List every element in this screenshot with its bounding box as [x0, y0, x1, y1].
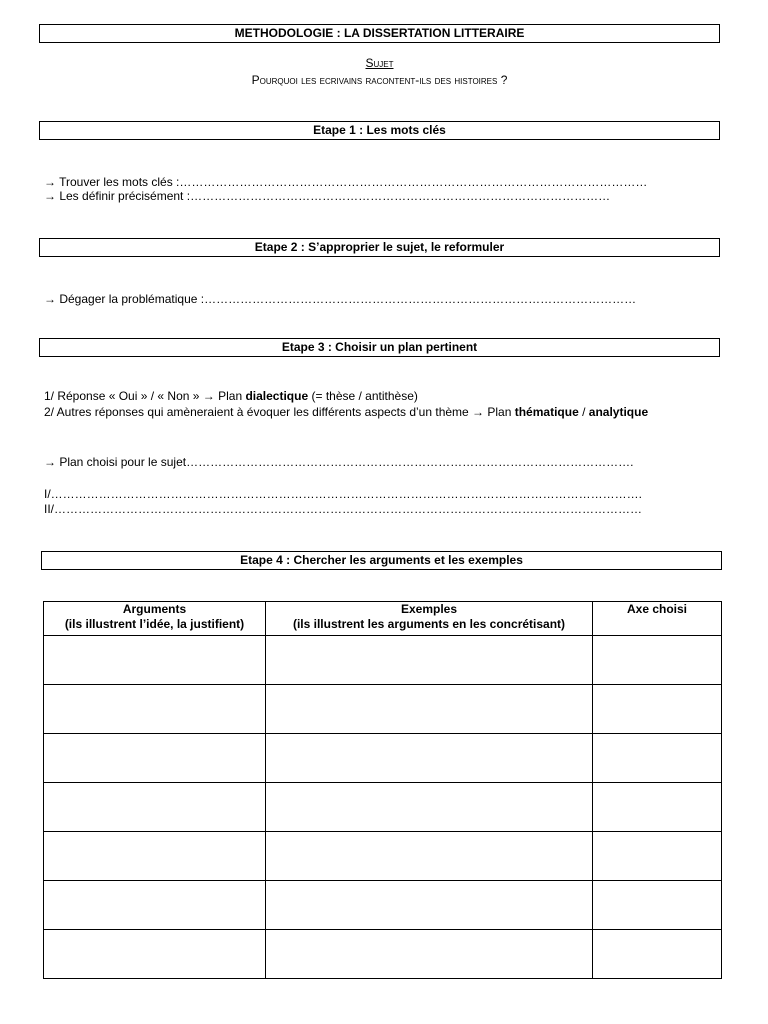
- exemple-cell[interactable]: [266, 930, 593, 979]
- argument-cell[interactable]: [44, 881, 266, 930]
- etape1-definitions-line: → Les définir précisément :……………………………………………………………………………………………: [44, 189, 611, 203]
- column-header-exemples: [266, 602, 593, 636]
- etape1-header: Etape 1 : Les mots clés: [39, 121, 720, 140]
- axe-cell[interactable]: [593, 734, 722, 783]
- arguments-table: [43, 601, 722, 979]
- document-title: METHODOLOGIE : LA DISSERTATION LITTERAIRE: [39, 24, 720, 43]
- axe-cell[interactable]: [593, 685, 722, 734]
- etape3-plan-line: → Plan choisi pour le sujet………………………………………………………………………………………………….: [44, 455, 634, 469]
- table-row: [44, 685, 722, 734]
- table-body: [44, 636, 722, 979]
- column-header-axe-choisi: [593, 602, 722, 636]
- etape3-part2-line: II/…………………………………………………………………………………………………………………………………: [44, 502, 643, 516]
- exemple-cell[interactable]: [266, 783, 593, 832]
- etape3-header: Etape 3 : Choisir un plan pertinent: [39, 338, 720, 357]
- sujet-question: Pourquoi les ecrivains racontent-ils des histoires ?: [251, 73, 508, 87]
- exemple-cell[interactable]: [266, 832, 593, 881]
- table-row: [44, 636, 722, 685]
- table-row: [44, 832, 722, 881]
- argument-cell[interactable]: [44, 734, 266, 783]
- exemple-cell[interactable]: [266, 636, 593, 685]
- table-header-row: [44, 602, 722, 636]
- etape4-header: Etape 4 : Chercher les arguments et les exemples: [41, 551, 722, 570]
- axe-cell[interactable]: [593, 636, 722, 685]
- argument-cell[interactable]: [44, 636, 266, 685]
- table-row: [44, 881, 722, 930]
- exemple-cell[interactable]: [266, 881, 593, 930]
- table-row: [44, 734, 722, 783]
- etape3-item1: 1/ Réponse « Oui » / « Non » → Plan dialectique (= thèse / antithèse): [44, 389, 418, 403]
- etape3-item2: 2/ Autres réponses qui amèneraient à évoquer les différents aspects d’un thème → Plan thématique / analytique: [44, 405, 649, 419]
- table-row: [44, 783, 722, 832]
- etape1-keywords-line: → Trouver les mots clés :………………………………………………………………………………………………………: [44, 175, 648, 189]
- column-title: Arguments: [122, 602, 187, 616]
- column-title: Axe choisi: [626, 602, 688, 616]
- argument-cell[interactable]: [44, 930, 266, 979]
- argument-cell[interactable]: [44, 832, 266, 881]
- table-row: [44, 930, 722, 979]
- sujet-label: Sujet: [365, 56, 394, 70]
- argument-cell[interactable]: [44, 783, 266, 832]
- axe-cell[interactable]: [593, 832, 722, 881]
- argument-cell[interactable]: [44, 685, 266, 734]
- column-subtitle: (ils illustrent l’idée, la justifient): [64, 617, 245, 631]
- column-subtitle: (ils illustrent les arguments en les concrétisant): [292, 617, 566, 631]
- etape3-part1-line: I/………………………………………………………………………………………………………………………………….: [44, 487, 643, 501]
- axe-cell[interactable]: [593, 881, 722, 930]
- column-title: Exemples: [400, 602, 458, 616]
- etape2-problematique-line: → Dégager la problématique :………………………………………………………………………………………………: [44, 292, 637, 306]
- axe-cell[interactable]: [593, 783, 722, 832]
- etape2-header: Etape 2 : S’approprier le sujet, le reformuler: [39, 238, 720, 257]
- exemple-cell[interactable]: [266, 734, 593, 783]
- column-header-arguments: [44, 602, 266, 636]
- axe-cell[interactable]: [593, 930, 722, 979]
- exemple-cell[interactable]: [266, 685, 593, 734]
